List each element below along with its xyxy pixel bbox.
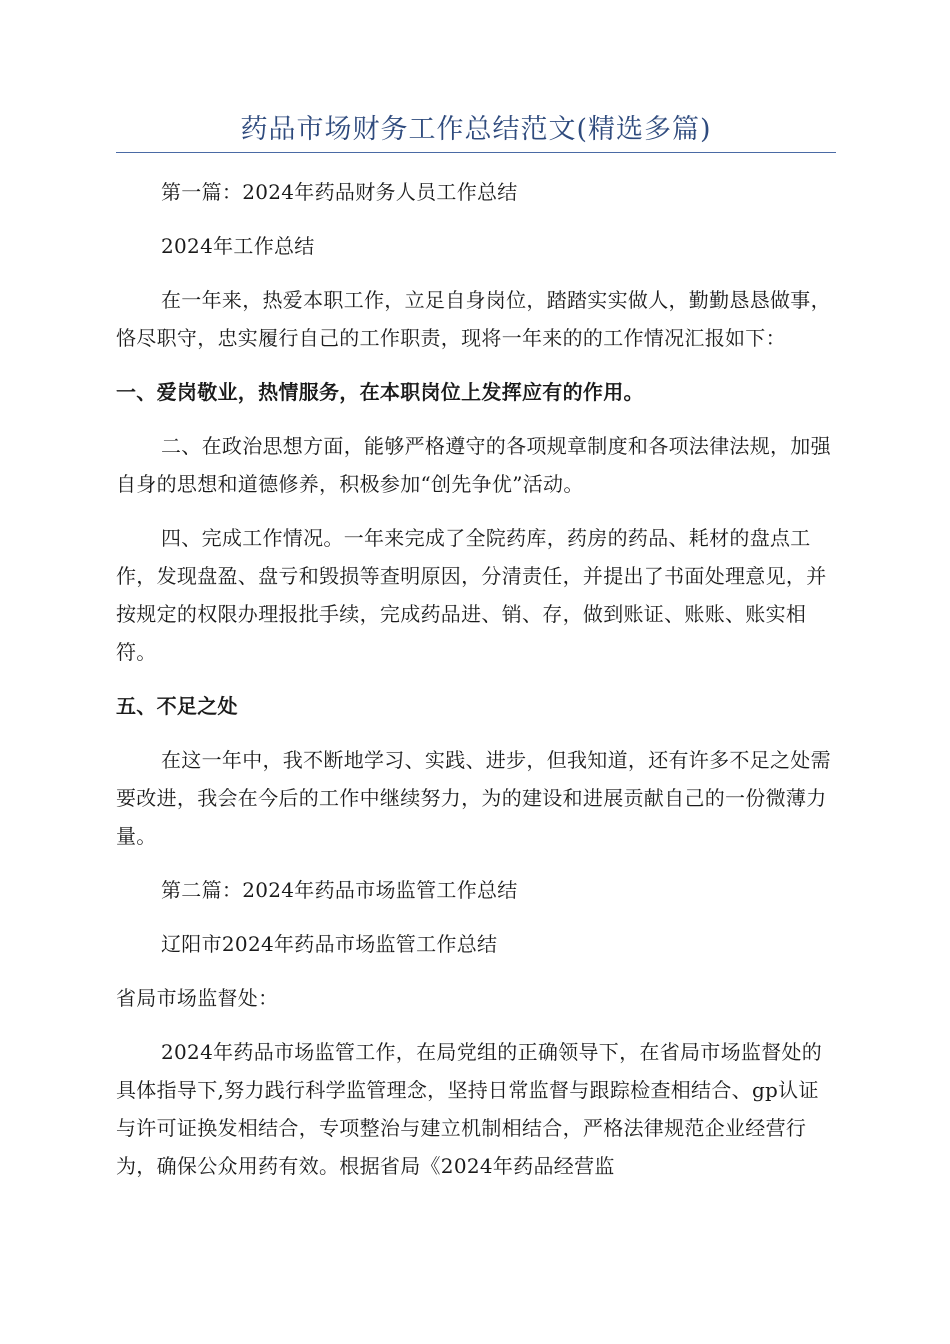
paragraph-shortcomings: 在这一年中，我不断地学习、实践、进步，但我知道，还有许多不足之处需要改进，我会在今后的工作中继续努力，为的建设和进展贡献自己的一份微薄力量。: [116, 748, 831, 848]
paragraph-part1-heading: 第一篇：2024年药品财务人员工作总结: [161, 180, 518, 204]
paragraph-market-supervision: 2024年药品市场监管工作，在局党组的正确领导下，在省局市场监督处的具体指导下,努力践行科学监管理念，坚持日常监督与跟踪检查相结合、gp认证与许可证换发相结合，专项整治与建立机制相结合，严格法律规范企业经营行为，确保公众用药有效。根据省局《2024年药品经营监: [116, 1040, 823, 1178]
paragraph-intro: 在一年来，热爱本职工作，立足自身岗位，踏踏实实做人，勤勤恳恳做事，恪尽职守，忠实履行自己的工作职责，现将一年来的的工作情况汇报如下：: [116, 288, 831, 350]
paragraph-section-4: 四、完成工作情况。一年来完成了全院药库，药房的药品、耗材的盘点工作，发现盘盈、盘亏和毁损等查明原因，分清责任，并提出了书面处理意见，并按规定的权限办理报批手续，完成药品进、销、存，做到账证、账账、账实相符。: [116, 526, 827, 664]
paragraph-part2-heading: 第二篇：2024年药品市场监管工作总结: [161, 878, 518, 902]
paragraph-addressee: 省局市场监督处：: [116, 986, 279, 1010]
paragraph-liaoyang-heading: 辽阳市2024年药品市场监管工作总结: [161, 932, 498, 956]
paragraph-summary-heading: 2024年工作总结: [161, 234, 315, 258]
title-underline: [116, 152, 836, 153]
document-page: [116, 110, 836, 1185]
section-heading-1: 一、爱岗敬业，热情服务，在本职岗位上发挥应有的作用。: [116, 380, 644, 404]
section-heading-5: 五、不足之处: [116, 694, 238, 718]
document-title: 药品市场财务工作总结范文(精选多篇): [240, 114, 712, 145]
paragraph-section-2: 二、在政治思想方面，能够严格遵守的各项规章制度和各项法律法规，加强自身的思想和道德修养，积极参加“创先争优”活动。: [116, 434, 831, 496]
